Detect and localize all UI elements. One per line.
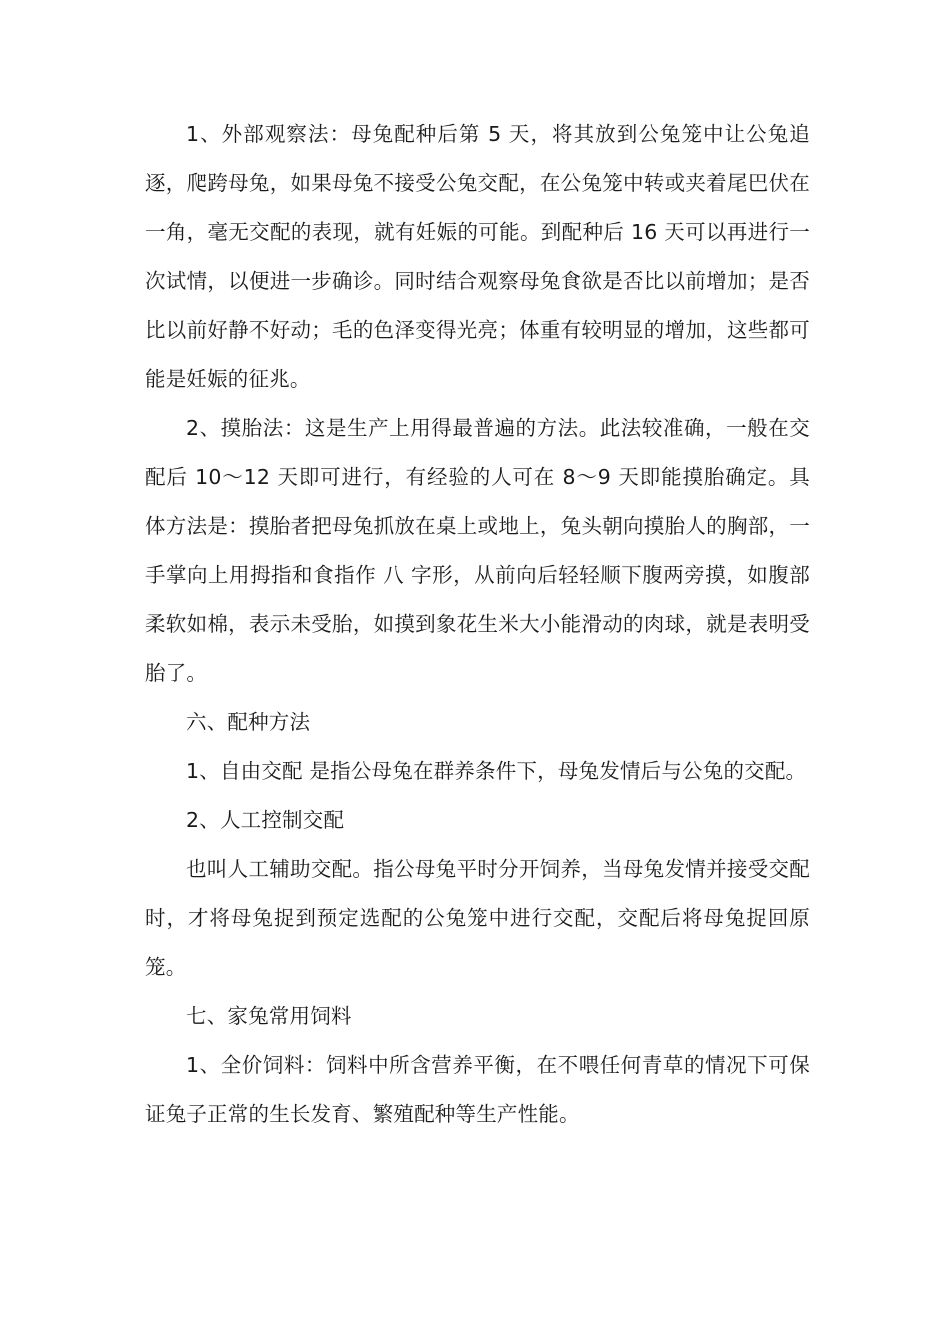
paragraph-palpation: 2、摸胎法：这是生产上用得最普遍的方法。此法较准确，一般在交配后 10～12 天即可进行，有经验的人可在 8～9 天即能摸胎确定。具体方法是：摸胎者把母兔抓放在桌上或地上，兔头朝向摸胎人的胸部，一手掌向上用拇指和食指作 八 字形，从前向后轻轻顺下腹两旁摸，如腹部柔软如棉，表示未受胎，如摸到象花生米大小能滑动的肉球，就是表明受胎了。 <box>145 416 810 685</box>
paragraph-complete-feed: 1、全价饲料：饲料中所含营养平衡，在不喂任何青草的情况下可保证兔子正常的生长发育、繁殖配种等生产性能。 <box>145 1053 810 1126</box>
document-body <box>145 110 810 1139</box>
paragraph-free-mating: 1、自由交配 是指公母兔在群养条件下，母兔发情后与公兔的交配。 <box>186 759 807 783</box>
paragraph-external-observation: 1、外部观察法：母兔配种后第 5 天，将其放到公兔笼中让公兔追逐，爬跨母兔，如果母兔不接受公兔交配，在公兔笼中转或夹着尾巴伏在一角，毫无交配的表现，就有妊娠的可能。到配种后 16 天可以再进行一次试情，以便进一步确诊。同时结合观察母兔食欲是否比以前增加；是否比以前好静不好动；毛的色泽变得光亮；体重有较明显的增加，这些都可能是妊娠的征兆。 <box>145 122 810 391</box>
paragraph-controlled-mating-title: 2、人工控制交配 <box>186 808 345 832</box>
paragraph-controlled-mating: 也叫人工辅助交配。指公母兔平时分开饲养，当母兔发情并接受交配时，才将母兔捉到预定选配的公兔笼中进行交配，交配后将母兔捉回原笼。 <box>145 857 810 979</box>
section-heading-mating-methods: 六、配种方法 <box>186 710 311 734</box>
section-heading-common-feed: 七、家兔常用饲料 <box>186 1004 352 1028</box>
